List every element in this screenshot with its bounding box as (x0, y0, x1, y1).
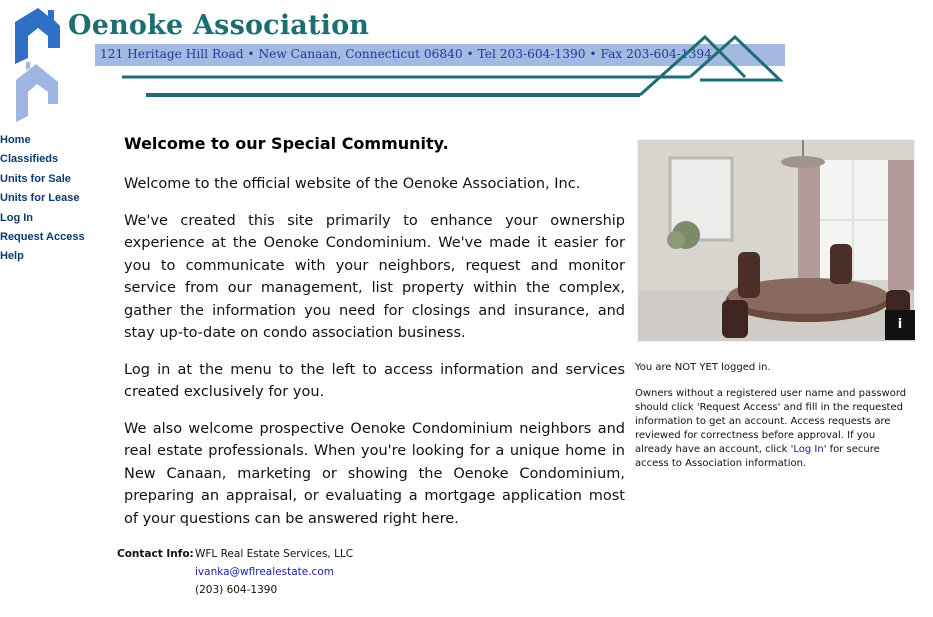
contact-values (195, 545, 353, 599)
access-instructions-text: Owners without a registered user name and password should click 'Request Access' and fill in the requested information to get an account. Access requests are reviewed for correctness before approval. If you already have an account, click ' (635, 388, 907, 455)
nav-units-for-lease[interactable]: Units for Lease (0, 192, 80, 205)
log-in-link[interactable]: Log In (793, 444, 824, 455)
intro-paragraph: Welcome to the official website of the Oenoke Association, Inc. (124, 176, 581, 192)
contact-label: Contact Info: (117, 548, 194, 560)
prospective-paragraph: We also welcome prospective Oenoke Condominium neighbors and real estate professionals. When you're looking for a unique home in New Canaan, marketing or showing the Oenoke Condominium, preparing an appraisal, or evaluating a mortgage application most of your questions can be answered right here. (124, 420, 625, 527)
page-title: Welcome to our Special Community. (124, 134, 449, 153)
nav-help[interactable]: Help (0, 250, 24, 263)
main-content (124, 133, 625, 544)
contact-phone: (203) 604-1390 (195, 584, 278, 596)
contact-email-link[interactable]: ivanka@wflrealestate.com (195, 566, 334, 578)
nav-log-in[interactable]: Log In (0, 211, 33, 224)
roofline-graphic (0, 0, 933, 128)
contact-company: WFL Real Estate Services, LLC (195, 548, 354, 560)
access-instructions-tail: ' for secure access to Association information. (635, 444, 880, 469)
nav-home[interactable]: Home (0, 134, 31, 146)
left-nav (0, 133, 110, 269)
login-paragraph: Log in at the menu to the left to access information and services created exclusively for you. (124, 361, 625, 400)
dining-room-photo (637, 139, 915, 342)
photo-illustration (638, 140, 914, 341)
photo-info-button[interactable]: i (885, 310, 915, 340)
nav-classifieds[interactable]: Classifieds (0, 153, 59, 166)
login-status: You are NOT YET logged in. (635, 362, 771, 373)
access-instructions (635, 387, 915, 471)
ownership-paragraph: We've created this site primarily to enhance your ownership experience at the Oenoke Condominium. We've made it easier for you to communicate with your neighbors, request and monitor service from our management, list property within the complex, gather the information you need for closings and insurance, and stay up-to-date on condo association business. (124, 212, 625, 341)
nav-units-for-sale[interactable]: Units for Sale (0, 172, 71, 185)
address-line: 121 Heritage Hill Road • New Canaan, Connecticut 06840 • Tel 203-604-1390 • Fax 203-604-1394 (100, 47, 712, 61)
site-header (0, 0, 933, 128)
nav-request-access[interactable]: Request Access (0, 230, 85, 243)
login-status-panel (635, 361, 915, 471)
org-name: Oenoke Association (68, 10, 370, 41)
